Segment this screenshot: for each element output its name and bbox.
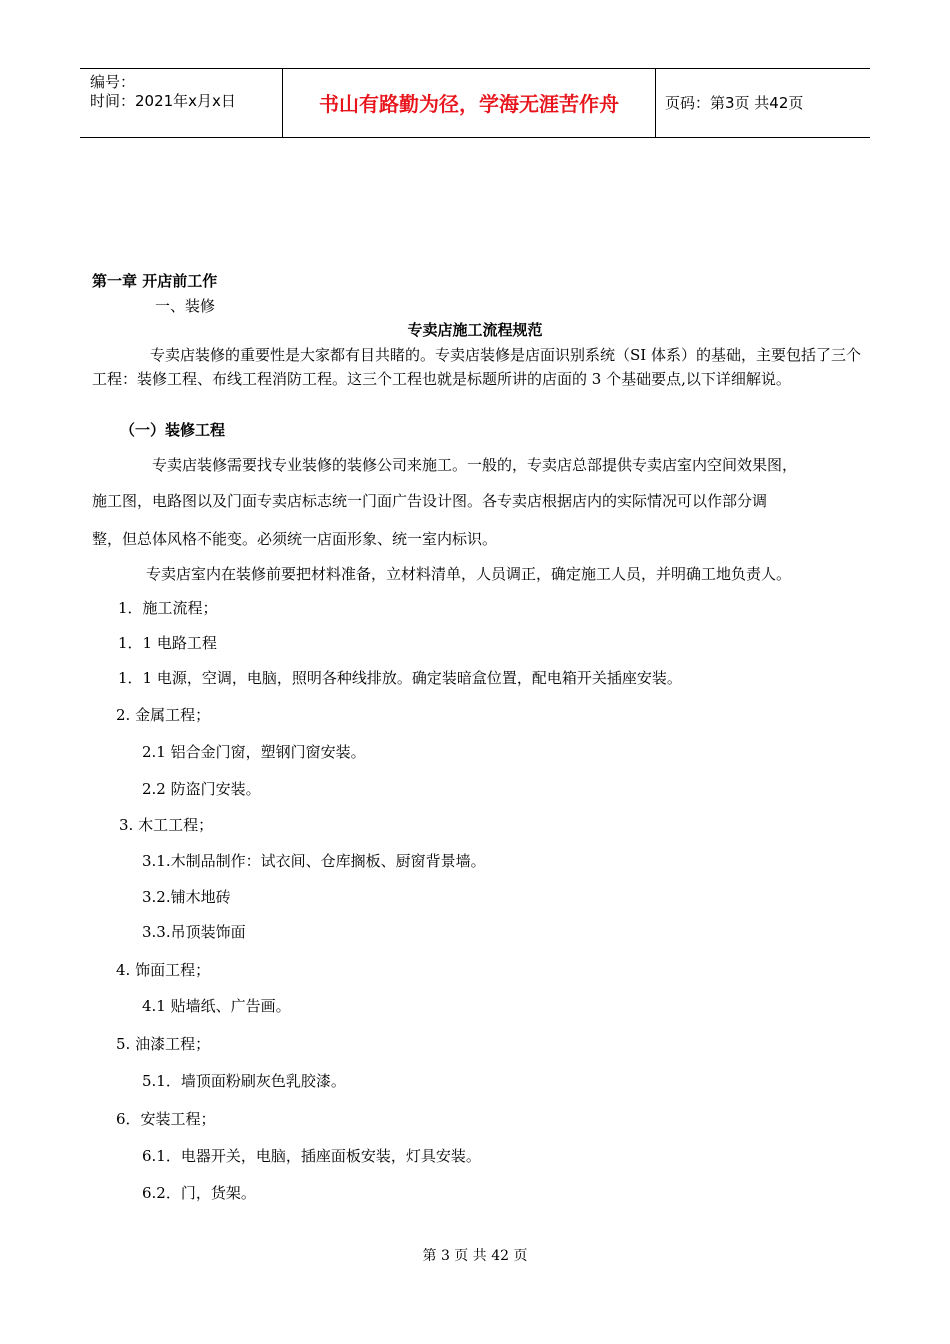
paragraph-line: 专卖店装修需要找专业装修的装修公司来施工。一般的，专卖店总部提供专卖店室内空间效果图， <box>152 456 798 474</box>
list-item: 3. 木工工程； <box>119 816 214 834</box>
subsection-title: （一）装修工程 <box>120 421 226 439</box>
paragraph-line: 专卖店室内在装修前要把材料准备，立材料清单，人员调正，确定施工人员，并明确工地负责人。 <box>146 565 792 583</box>
list-item: 1．1 电路工程 <box>118 634 217 652</box>
section-title: 一、装修 <box>155 297 216 315</box>
list-item: 3.2.铺木地砖 <box>142 888 231 906</box>
header-middle-cell <box>282 69 656 137</box>
header-right-cell <box>655 69 870 137</box>
paragraph-line: 整，但总体风格不能变。必须统一店面形象、统一室内标识。 <box>92 530 498 548</box>
list-item: 6.1．电器开关，电脑，插座面板安装，灯具安装。 <box>142 1147 481 1165</box>
list-item: 2.1 铝合金门窗，塑钢门窗安装。 <box>142 743 366 761</box>
list-item: 6.2．门，货架。 <box>142 1184 256 1202</box>
paragraph-line: 施工图，电路图以及门面专卖店标志统一门面广告设计图。各专卖店根据店内的实际情况可以作部分调 <box>92 492 768 510</box>
list-item: 4.1 贴墙纸、广告画。 <box>142 997 291 1015</box>
page-footer: 第 3 页 共 42 页 <box>422 1248 528 1264</box>
document-title: 专卖店施工流程规范 <box>407 321 543 339</box>
list-item: 2.2 防盗门安装。 <box>142 780 261 798</box>
list-item: 6．安装工程； <box>116 1110 216 1128</box>
page-header <box>80 68 870 138</box>
list-item: 5.1．墙顶面粉刷灰色乳胶漆。 <box>142 1072 346 1090</box>
header-page-label: 页码：第3页 共42页 <box>665 94 804 112</box>
document-number-label: 编号： <box>90 73 136 91</box>
list-item: 1．1 电源，空调，电脑，照明各种线排放。确定装暗盒位置，配电箱开关插座安装。 <box>118 669 682 687</box>
list-item: 2. 金属工程； <box>116 706 211 724</box>
list-item: 4. 饰面工程； <box>116 961 211 979</box>
list-item: 5. 油漆工程； <box>116 1035 211 1053</box>
header-left-cell <box>80 69 282 137</box>
list-item: 3.3.吊顶装饰面 <box>142 923 246 941</box>
list-item: 3.1.木制品制作：试衣间、仓库搁板、厨窗背景墙。 <box>142 852 486 870</box>
intro-paragraph: 专卖店装修的重要性是大家都有目共睹的。专卖店装修是店面识别系统（SI 体系）的基础，主要包括了三个工程：装修工程、布线工程消防工程。这三个工程也就是标题所讲的店面的 3 个基础要点,以下详细解说。 <box>92 346 861 388</box>
header-motto: 书山有路勤为径，学海无涯苦作舟 <box>319 92 619 116</box>
list-item: 1．施工流程； <box>118 599 218 617</box>
chapter-title: 第一章 开店前工作 <box>92 272 218 290</box>
document-date-label: 时间：2021年x月x日 <box>90 92 236 110</box>
